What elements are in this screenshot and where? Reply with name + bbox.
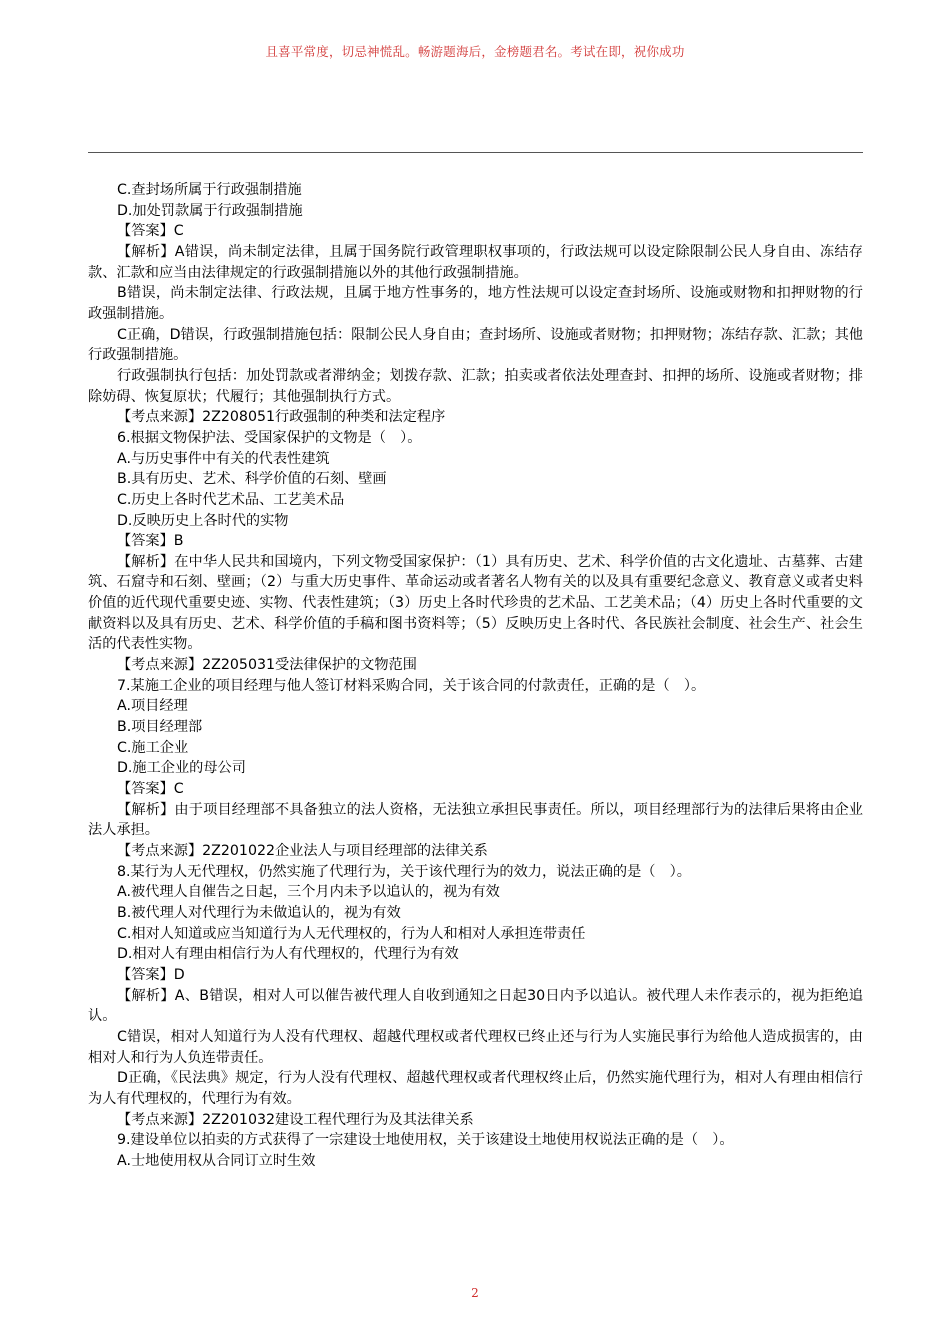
analysis-paragraph: C正确，D错误，行政强制措施包括：限制公民人身自由；查封场所、设施或者财物；扣押财物；冻结存款、汇款；其他行政强制措施。 — [88, 326, 863, 364]
analysis-paragraph: B错误，尚未制定法律、行政法规，且属于地方性事务的，地方性法规可以设定查封场所、设施或财物和扣押财物的行政强制措施。 — [88, 285, 863, 322]
option-a: A.与历史事件中有关的代表性建筑 — [117, 450, 330, 467]
analysis: 【解析】A、B错误，相对人可以催告被代理人自收到通知之日起30日内予以追认。被代理人未作表示的，视为拒绝追认。 — [88, 987, 863, 1025]
question-9: 9.建设单位以拍卖的方式获得了一宗建设士地使用权，关于该建设土地使用权说法正确的是（ ）。 — [117, 1132, 734, 1149]
option-d: D.施工企业的母公司 — [117, 760, 246, 777]
option-a: A.被代理人自催告之日起，三个月内未予以追认的，视为有效 — [117, 884, 500, 901]
question-7: 7.某施工企业的项目经理与他人签订材料采购合同，关于该合同的付款责任，正确的是（ ）。 — [117, 677, 706, 694]
answer: 【答案】D — [117, 966, 185, 983]
option-a: A.士地使用权从合同订立时生效 — [117, 1152, 316, 1169]
answer: 【答案】C — [117, 781, 184, 798]
option-d: D.加处罚款属于行政强制措施 — [117, 202, 303, 219]
option-b: B.被代理人对代理行为未做追认的，视为有效 — [117, 904, 401, 921]
analysis-paragraph: 行政强制执行包括：加处罚款或者滞纳金；划拨存款、汇款；拍卖或者依法处理查封、扣押的场所、设施或者财物；排除妨碍、恢复原状；代履行；其他强制执行方式。 — [88, 367, 863, 405]
option-d: D.相对人有理由相信行为人有代理权的，代理行为有效 — [117, 946, 459, 963]
option-c: C.施工企业 — [117, 739, 189, 756]
question-8: 8.某行为人无代理权，仍然实施了代理行为，关于该代理行为的效力，说法正确的是（ ）。 — [117, 863, 691, 880]
source-reference: 【考点来源】2Z201022企业法人与项目经理部的法律关系 — [117, 843, 488, 859]
source-reference: 【考点来源】2Z208051行政强制的种类和法定程序 — [117, 409, 446, 426]
answer: 【答案】C — [117, 223, 184, 240]
analysis: 【解析】A错误，尚未制定法律，且属于国务院行政管理职权事项的，行政法规可以设定除限制公民人身自由、冻结存款、汇款和应当由法律规定的行政强制措施以外的其他行政强制措施。 — [88, 243, 863, 281]
page-number: 2 — [471, 1286, 479, 1300]
page-header-motto: 且喜平常度，切忌神慌乱。畅游题海后，金榜题君名。考试在即，祝你成功 — [265, 44, 685, 59]
answer: 【答案】B — [117, 533, 184, 550]
source-reference: 【考点来源】2Z205031受法律保护的文物范围 — [117, 657, 417, 674]
document-body — [88, 180, 863, 1172]
option-a: A.项目经理 — [117, 698, 188, 715]
option-c: C.相对人知道或应当知道行为人无代理权的，行为人和相对人承担连带责任 — [117, 925, 586, 942]
source-reference: 【考点来源】2Z201032建设工程代理行为及其法律关系 — [117, 1111, 474, 1128]
header-divider — [88, 152, 863, 153]
option-d: D.反映历史上各时代的实物 — [117, 512, 289, 529]
option-b: B.具有历史、艺术、科学价值的石刻、壁画 — [117, 471, 387, 488]
question-6: 6.根据文物保护法、受国家保护的文物是（ ）。 — [117, 429, 422, 446]
analysis: 【解析】在中华人民共和国境内，下列文物受国家保护：（1）具有历史、艺术、科学价值的古文化遗址、古墓葬、古建筑、石窟寺和石刻、壁画；（2）与重大历史事件、革命运动或者著名人物有关的以及具有重要纪念意义、教育意义或者史料价值的近代现代重要史迹、实物、代表性建筑；（3）历史上各时代珍贵的艺术品、工艺美术品；（4）历史上各时代重要的文献资料以及具有历史、艺术、科学价值的手稿和图书资料等；（5）反映历史上各时代、各民族社会制度、社会生产、社会生活的代表性实物。 — [88, 553, 863, 653]
option-c: C.历史上各时代艺术品、工艺美术品 — [117, 491, 345, 508]
option-c: C.查封场所属于行政强制措施 — [117, 182, 302, 198]
option-b: B.项目经理部 — [117, 719, 203, 736]
analysis-paragraph: C错误，相对人知道行为人没有代理权、超越代理权或者代理权已终止还与行为人实施民事行为给他人造成损害的，由相对人和行为人负连带责任。 — [88, 1028, 863, 1066]
analysis: 【解析】由于项目经理部不具备独立的法人资格，无法独立承担民事责任。所以，项目经理部行为的法律后果将由企业法人承担。 — [88, 801, 863, 839]
analysis-paragraph: D正确，《民法典》规定，行为人没有代理权、超越代理权或者代理权终止后，仍然实施代理行为，相对人有理由相信行为人有代理权的，代理行为有效。 — [88, 1070, 863, 1107]
